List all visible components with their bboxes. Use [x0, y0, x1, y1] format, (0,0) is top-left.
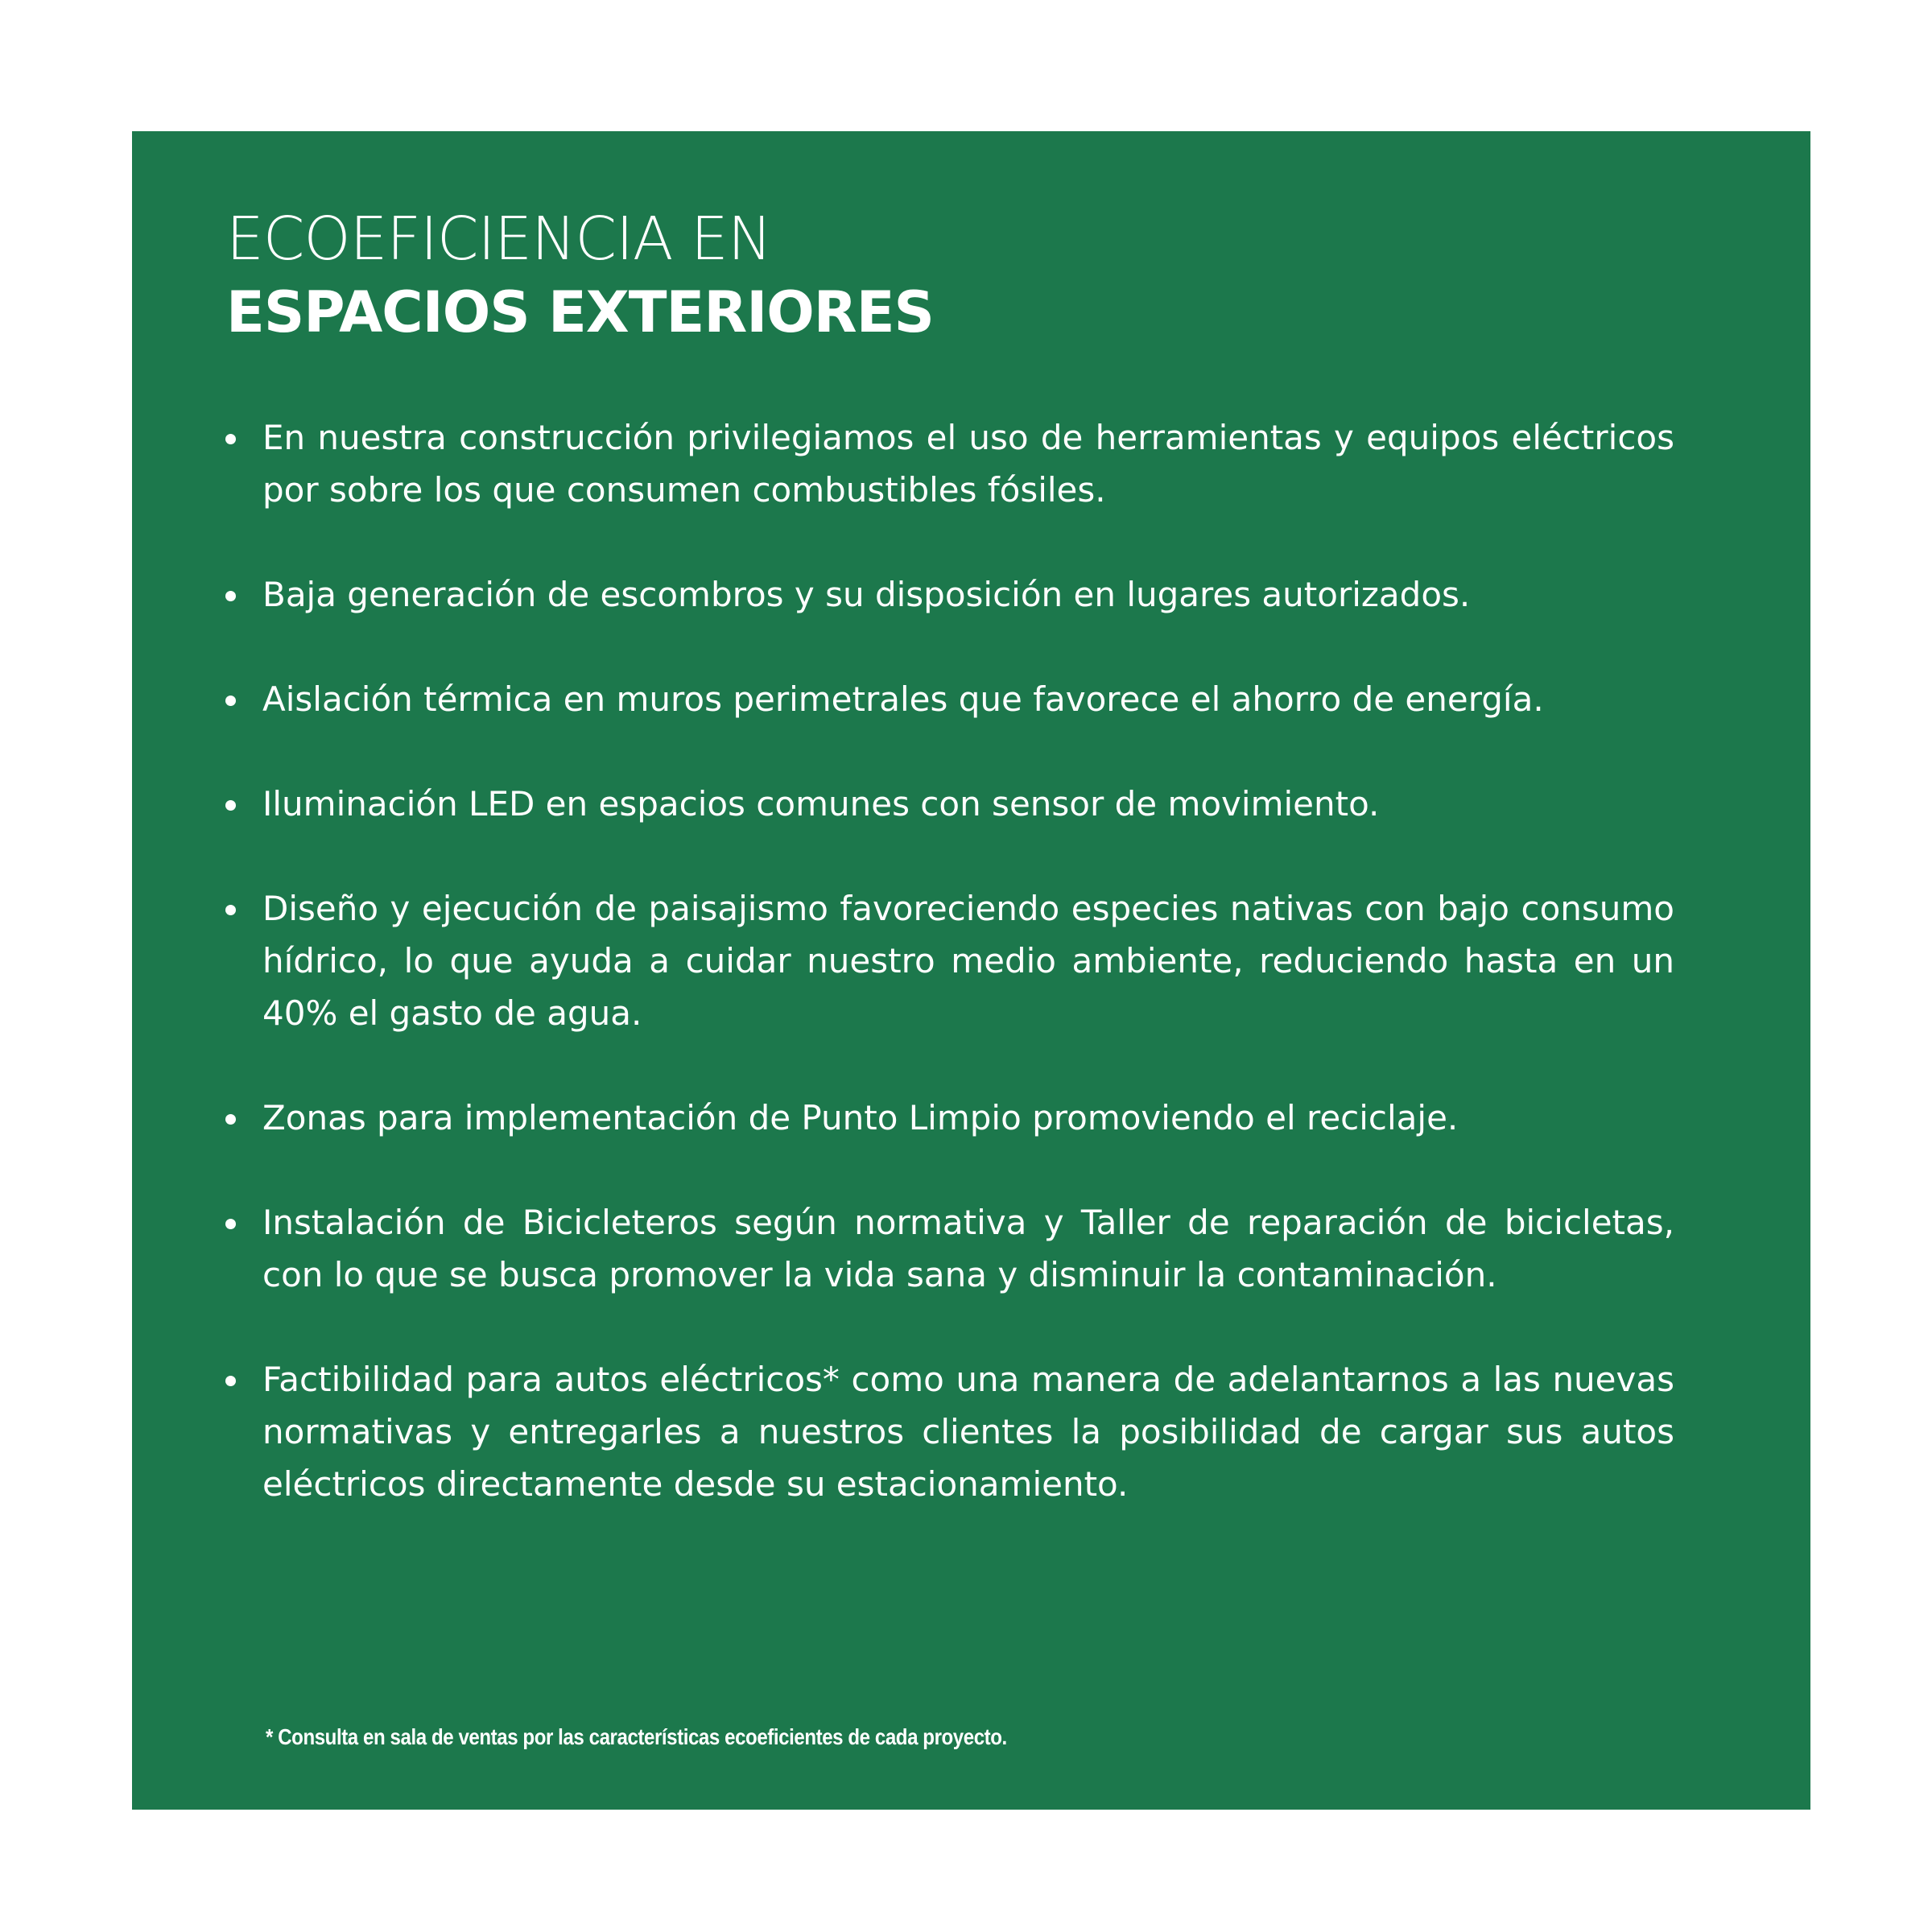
list-item	[225, 1353, 1674, 1510]
info-panel	[132, 131, 1810, 1810]
list-item	[225, 1092, 1674, 1144]
bullet-icon	[225, 800, 236, 811]
page-title-line-1: ECOEFICIENCIA EN	[226, 204, 772, 274]
bullet-icon	[225, 1114, 236, 1125]
list-item	[225, 778, 1674, 830]
list-item-text: Instalación de Bicicleteros según normativa y Taller de reparación de bicicletas, con lo que se busca promover la vida sana y disminuir la contaminación.	[262, 1203, 1674, 1294]
features-list	[225, 411, 1674, 1563]
list-item-text: Iluminación LED en espacios comunes con sensor de movimiento.	[262, 784, 1380, 824]
list-item-text: Diseño y ejecución de paisajismo favoreciendo especies nativas con bajo consumo hídrico, lo que ayuda a cuidar nuestro medio ambiente, reduciendo hasta en un 40% el gasto de agua.	[262, 889, 1674, 1033]
list-item-text: En nuestra construcción privilegiamos el uso de herramientas y equipos eléctricos por sobre los que consumen combustibles fósiles.	[262, 418, 1674, 510]
list-item-text: Zonas para implementación de Punto Limpio promoviendo el reciclaje.	[262, 1098, 1459, 1137]
list-item	[225, 673, 1674, 725]
bullet-icon	[225, 434, 236, 444]
bullet-icon	[225, 905, 236, 915]
bullet-icon	[225, 1219, 236, 1229]
list-item	[225, 882, 1674, 1039]
bullet-icon	[225, 591, 236, 601]
list-item	[225, 568, 1674, 621]
list-item	[225, 1196, 1674, 1301]
list-item	[225, 411, 1674, 516]
page-title-line-2: ESPACIOS EXTERIORES	[226, 279, 934, 345]
bullet-icon	[225, 696, 236, 706]
list-item-text: Aislación térmica en muros perimetrales que favorece el ahorro de energía.	[262, 679, 1544, 719]
footnote: * Consulta en sala de ventas por las características ecoeficientes de cada proyecto.	[266, 1724, 1007, 1749]
list-item-text: Baja generación de escombros y su disposición en lugares autorizados.	[262, 575, 1471, 614]
bullet-icon	[225, 1376, 236, 1386]
list-item-text: Factibilidad para autos eléctricos* como una manera de adelantarnos a las nuevas normativas y entregarles a nuestros clientes la posibilidad de cargar sus autos eléctricos directamente desde su estacionamiento.	[262, 1360, 1674, 1504]
